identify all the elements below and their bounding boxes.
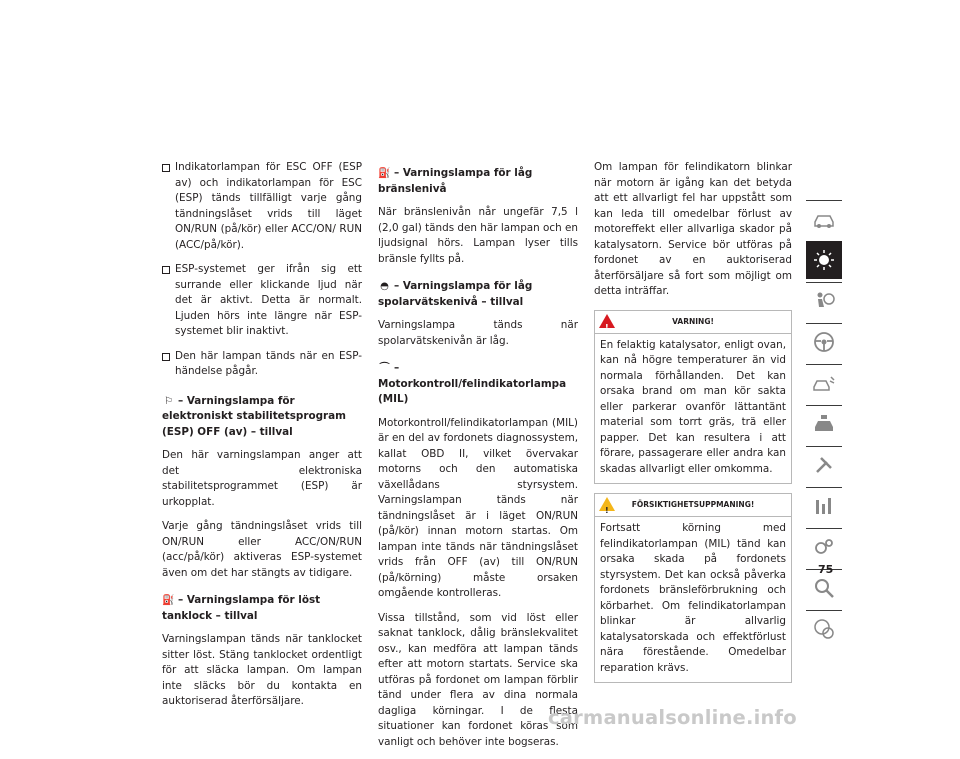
search-icon (812, 576, 836, 600)
bullet-item: ESP-systemet ger ifrån sig ett surrande eller klickande ljud när det är aktivt. Detta är normalt. Ljuden hörs inte längre när ESP-systemet blir inaktivt. (162, 262, 362, 340)
tab-maintenance[interactable] (806, 528, 842, 566)
paragraph: När bränslenivån når ungefär 7,5 l (2,0 gal) tänds den här lampan och en ljudsignal hörs. Lampan lyser tills bränsle fyllts på. (378, 206, 578, 265)
bullet-square-icon (162, 164, 170, 172)
tab-airbag[interactable] (806, 282, 842, 320)
engine-check-icon: ⌒ (379, 363, 390, 374)
info-icon (812, 494, 836, 518)
bullet-item: Indikatorlampan för ESC OFF (ESP av) och indikatorlampan för ESC (ESP) tänds tillfälligt varje gång tändningslåset vrids till läget ON/RUN (på/kör) eller ACC/ON/ RUN (ACC/på/kör). (162, 160, 362, 253)
airbag-icon (812, 289, 836, 313)
caution-triangle-icon: ! (599, 497, 615, 511)
crash-icon (812, 371, 836, 395)
fuel-pump-icon: ⛽ (378, 168, 391, 179)
tab-service[interactable] (806, 405, 842, 443)
chapter-tabs (806, 200, 842, 651)
bullet-square-icon (162, 353, 170, 361)
section-heading-low-fuel: ⛽ – Varningslampa för låg bränslenivå (378, 167, 533, 195)
tab-tools[interactable] (806, 446, 842, 484)
watermark: carmanualsonline.info (548, 706, 797, 729)
paragraph: Vissa tillstånd, som vid löst eller saknat tanklock, dålig bränslekvalitet osv., kan medföra att lampan tänds efter att motorn startats. Service ska utföras på fordonet om lampan förblir tänd under flera av dina normala dagliga körningar. I de flesta situationer kan fordonet köras som vanligt och behöver inte bogseras. (378, 611, 578, 748)
car-icon (812, 207, 836, 231)
caution-box-text: Fortsatt körning med felindikatorlampan (MIL) tänd kan orsaka skada på fordonets styrsystem. Det kan också påverka fordonets bränsleförbrukning och körbarhet. Om felindikatorlampan blinkar är allvarlig katalysatorskada och effektförlust nära förestående. Omedelbar reparation krävs. (600, 522, 786, 674)
section-heading-loose-cap: ⛽ – Varningslampa för löst tanklock – tillval (162, 594, 321, 622)
wrench-icon (812, 535, 836, 559)
paragraph: Varningslampa tänds när spolarvätskenivån är låg. (378, 319, 578, 347)
tab-dashboard-lights[interactable] (806, 241, 842, 279)
paragraph: Varje gång tändningslåset vrids till ON/RUN eller ACC/ON/RUN (acc/på/kör) aktiveras ESP-systemet även om det har stängts av tidigare. (162, 520, 362, 579)
dashboard-light-icon (812, 248, 836, 272)
bullet-item: Den här lampan tänds när en ESP-händelse pågår. (162, 349, 362, 380)
tab-info[interactable] (806, 487, 842, 525)
washer-fluid-icon: ◓ (380, 281, 389, 292)
warning-box-header: ! VARNING! (595, 311, 791, 334)
section-heading-washer: ◓ – Varningslampa för låg spolarvätskenivå – tillval (378, 280, 533, 308)
tab-crash[interactable] (806, 364, 842, 402)
column-left (162, 160, 362, 719)
caution-box (594, 493, 792, 683)
fuel-cap-icon: ⛽ (162, 595, 175, 606)
warning-box (594, 310, 792, 485)
warning-box-text: En felaktig katalysator, enligt ovan, kan nå högre temperaturer än vid normala förhållanden. Det kan orsaka brand om man kör sakta eller parkerar ovanför lättantänt material som torrt gräs, trä eller papper. Det kan resultera i att förare, passagerare eller andra kan skadas allvarligt eller omkomma. (600, 338, 786, 475)
section-heading-mil: ⌒ – Motorkontroll/felindikatorlampa (MIL) (378, 362, 567, 405)
esp-off-icon: ⚐ (164, 395, 173, 407)
steering-wheel-icon (812, 330, 836, 354)
service-car-icon (812, 412, 836, 436)
tab-language[interactable] (806, 610, 842, 648)
paragraph: Den här varningslampan anger att det elektroniska stabilitetsprogrammet (ESP) är urkopplat. (162, 449, 362, 508)
paragraph: Om lampan för felindikatorn blinkar när motorn är igång kan det betyda att ett allvarligt fel har uppstått som kan leda till omedelbar förlust av motoreffekt eller allvarliga skador på katalysatorn. Service bör utföras på fordonet av en auktoriserad återförsäljare så fort som möjligt om detta inträffar. (594, 161, 792, 297)
caution-box-header: ! FÖRSIKTIGHETSUPPMANING! (595, 494, 791, 517)
language-icon (812, 617, 836, 641)
bullet-square-icon (162, 266, 170, 274)
tab-steering[interactable] (806, 323, 842, 361)
column-middle (378, 166, 578, 759)
warning-triangle-icon: ! (599, 314, 615, 328)
tab-car[interactable] (806, 200, 842, 238)
column-right (594, 160, 792, 692)
paragraph: Varningslampan tänds när tanklocket sitter löst. Stäng tanklocket ordentligt för att släcka lampan. Om lampan inte släcks bör du kontakta en auktoriserad återförsäljare. (162, 633, 362, 707)
page-number: 75 (818, 563, 834, 576)
tools-icon (812, 453, 836, 477)
paragraph: Motorkontroll/felindikatorlampan (MIL) är en del av fordonets diagnossystem, kallat OBD II, vilket övervakar motorns och den automatiska växellådans styrsystem. Varningslampan tänds när tändningslåset är i läget ON/RUN (på/kör) innan motorn startas. Om lampan inte tänds när tändningslåset vrids från OFF (av) till ON/RUN (på/körning) måste orsaken omgående kontrolleras. (378, 416, 578, 599)
section-heading-esp-off: ⚐ – Varningslampa för elektroniskt stabilitetsprogram (ESP) OFF (av) – tillval (162, 394, 346, 438)
